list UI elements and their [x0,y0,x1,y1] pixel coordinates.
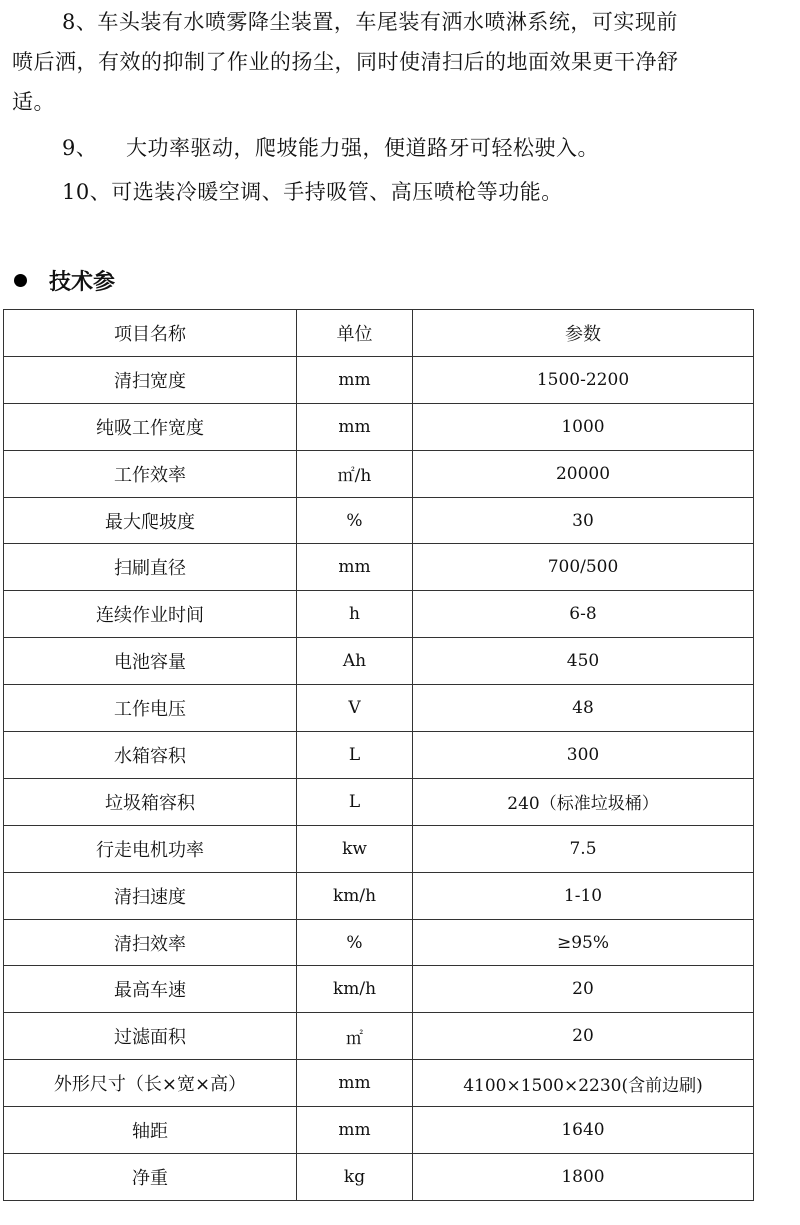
cell-value: 450 [413,638,754,685]
item-8-line-2: 喷后洒，有效的抑制了作业的扬尘，同时使清扫后的地面效果更干净舒 [12,50,679,74]
table-row [4,732,754,779]
header-item-name: 项目名称 [4,310,297,357]
section-title: 技术参 [49,269,116,295]
cell-unit: % [297,919,413,966]
spec-table-body [4,310,754,1201]
cell-value: 48 [413,685,754,732]
cell-unit: mm [297,356,413,403]
table-row [4,1154,754,1201]
table-row [4,872,754,919]
cell-item-name: 行走电机功率 [4,825,297,872]
cell-unit: mm [297,403,413,450]
spec-table [3,309,754,1201]
table-row [4,919,754,966]
cell-value: 700/500 [413,544,754,591]
cell-item-name: 最大爬坡度 [4,497,297,544]
bullet-icon [14,274,27,287]
table-row [4,450,754,497]
cell-value: 1800 [413,1154,754,1201]
cell-value: 6-8 [413,591,754,638]
header-value: 参数 [413,310,754,357]
table-row [4,591,754,638]
table-row [4,638,754,685]
cell-unit: V [297,685,413,732]
cell-item-name: 净重 [4,1154,297,1201]
cell-value: 1640 [413,1107,754,1154]
cell-unit: % [297,497,413,544]
table-row [4,966,754,1013]
cell-value: 30 [413,497,754,544]
table-row [4,1060,754,1107]
cell-unit: ㎡/h [297,450,413,497]
cell-item-name: 清扫宽度 [4,356,297,403]
table-row [4,778,754,825]
table-row [4,497,754,544]
cell-item-name: 工作电压 [4,685,297,732]
cell-item-name: 纯吸工作宽度 [4,403,297,450]
cell-unit: mm [297,544,413,591]
cell-value: 1000 [413,403,754,450]
cell-unit: km/h [297,966,413,1013]
cell-unit: ㎡ [297,1013,413,1060]
cell-item-name: 过滤面积 [4,1013,297,1060]
cell-item-name: 电池容量 [4,638,297,685]
table-row [4,1107,754,1154]
table-row [4,825,754,872]
cell-value: 1500-2200 [413,356,754,403]
cell-unit: km/h [297,872,413,919]
cell-unit: mm [297,1060,413,1107]
cell-unit: L [297,778,413,825]
table-row [4,403,754,450]
cell-value: 7.5 [413,825,754,872]
table-row [4,356,754,403]
cell-unit: kg [297,1154,413,1201]
item-8-line-1: 8、车头装有水喷雾降尘装置，车尾装有洒水喷淋系统，可实现前 [62,10,678,34]
item-10: 10、可选装冷暖空调、手持吸管、高压喷枪等功能。 [62,180,563,204]
item-9: 9、 大功率驱动，爬坡能力强，便道路牙可轻松驶入。 [62,136,600,160]
table-row [4,544,754,591]
cell-unit: Ah [297,638,413,685]
cell-item-name: 连续作业时间 [4,591,297,638]
cell-unit: L [297,732,413,779]
cell-item-name: 外形尺寸（长×宽×高） [4,1060,297,1107]
cell-unit: h [297,591,413,638]
cell-item-name: 扫刷直径 [4,544,297,591]
table-row [4,685,754,732]
cell-item-name: 最高车速 [4,966,297,1013]
section-heading [14,262,115,298]
cell-unit: mm [297,1107,413,1154]
cell-item-name: 轴距 [4,1107,297,1154]
cell-value: 20000 [413,450,754,497]
cell-value: 300 [413,732,754,779]
table-row [4,1013,754,1060]
item-8-line-3: 适。 [12,90,55,114]
cell-item-name: 清扫效率 [4,919,297,966]
header-unit: 单位 [297,310,413,357]
cell-item-name: 工作效率 [4,450,297,497]
cell-value: ≥95% [413,919,754,966]
cell-value: 240（标准垃圾桶） [413,778,754,825]
cell-value: 20 [413,1013,754,1060]
cell-unit: kw [297,825,413,872]
cell-item-name: 垃圾箱容积 [4,778,297,825]
cell-item-name: 水箱容积 [4,732,297,779]
cell-value: 1-10 [413,872,754,919]
cell-value: 4100×1500×2230(含前边刷) [413,1060,754,1107]
table-header-row [4,310,754,357]
cell-value: 20 [413,966,754,1013]
cell-item-name: 清扫速度 [4,872,297,919]
